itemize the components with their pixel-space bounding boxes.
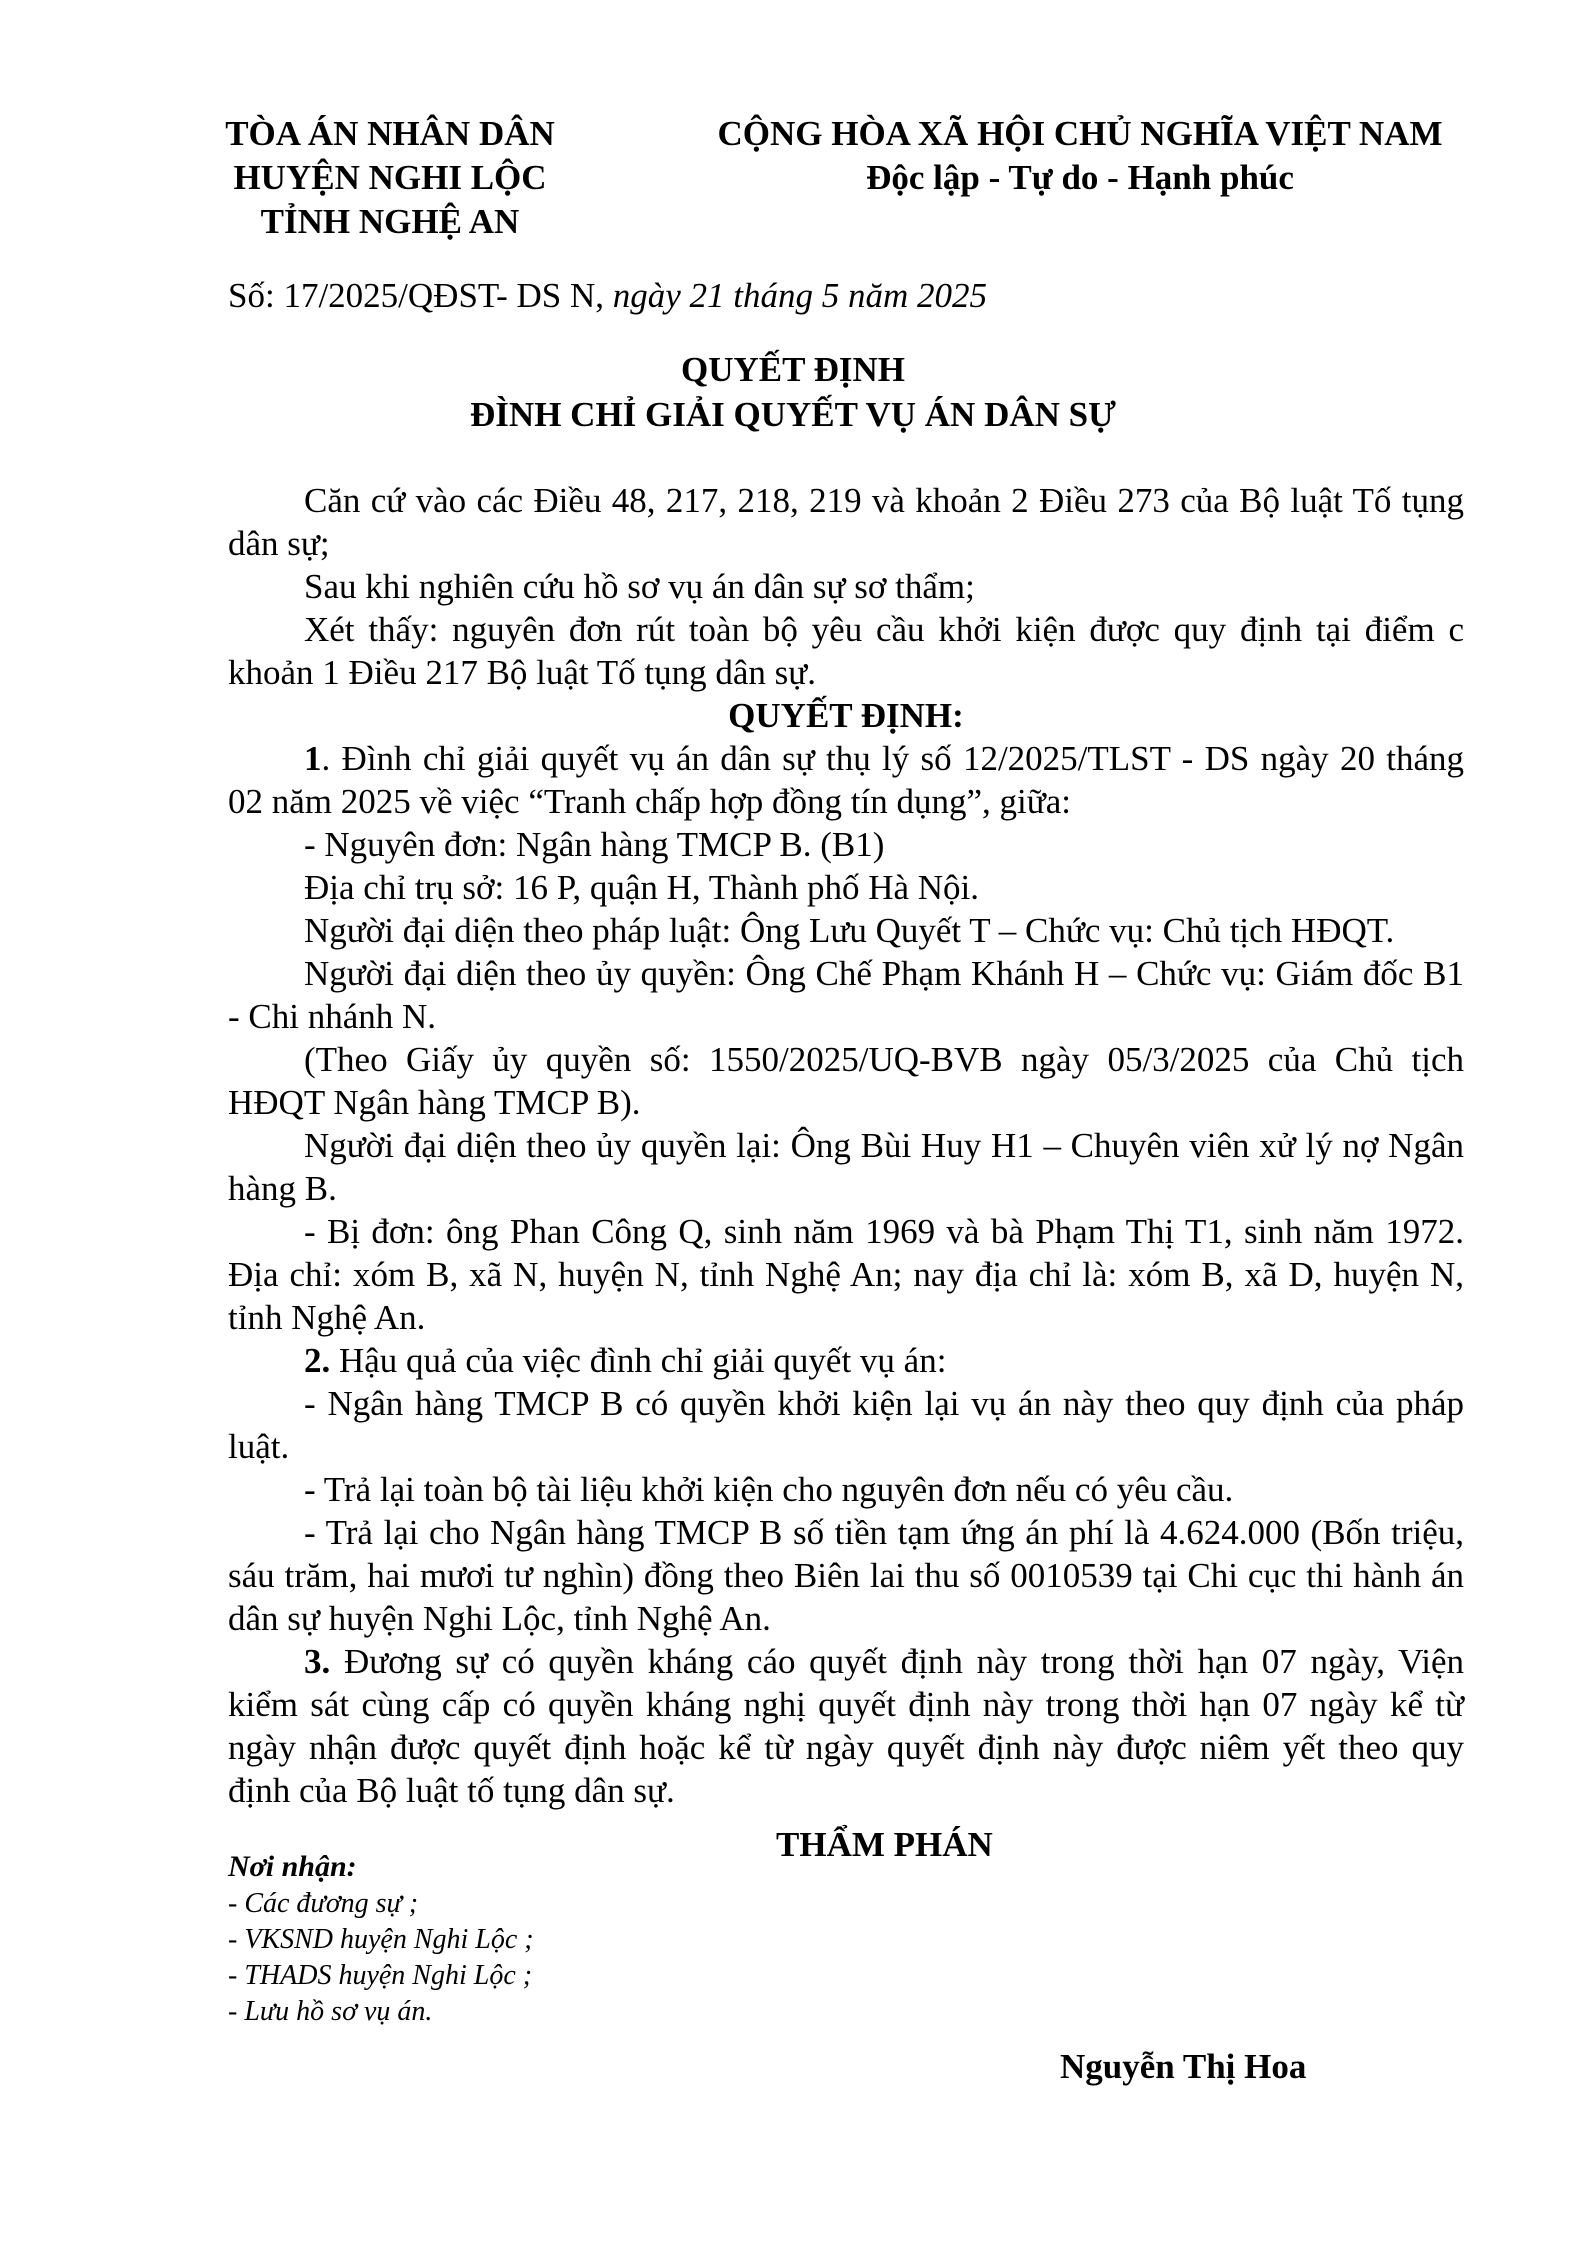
authorization-document: (Theo Giấy ủy quyền số: 1550/2025/UQ-BVB ngày 05/3/2025 của Chủ tịch HĐQT Ngân hàng TMCP B).	[228, 1040, 1464, 1122]
legal-representative: Người đại diện theo pháp luật: Ông Lưu Quyết T – Chức vụ: Chủ tịch HĐQT.	[304, 911, 1395, 950]
reference-number: Số: 17/2025/QĐST- DS N,	[228, 276, 604, 315]
national-header	[700, 112, 1460, 200]
item-2-text: Hậu quả của việc đình chỉ giải quyết vụ án:	[330, 1341, 947, 1380]
consequence-return-documents: - Trả lại toàn bộ tài liệu khởi kiện cho nguyên đơn nếu có yêu cầu.	[304, 1470, 1234, 1509]
recipient-item: - Các đương sự ;	[228, 1888, 419, 1919]
document-subtitle: ĐÌNH CHỈ GIẢI QUYẾT VỤ ÁN DÂN SỰ	[470, 395, 1116, 434]
plaintiff: - Nguyên đơn: Ngân hàng TMCP B. (B1)	[304, 825, 885, 864]
recipients-block	[228, 1848, 534, 2030]
national-title: CỘNG HÒA XÃ HỘI CHỦ NGHĨA VIỆT NAM	[717, 114, 1443, 153]
document-body	[228, 479, 1464, 1812]
consequence-refile: - Ngân hàng TMCP B có quyền khởi kiện lại vụ án này theo quy định của pháp luật.	[228, 1384, 1464, 1466]
recipient-item: - VKSND huyện Nghi Lộc ;	[228, 1924, 534, 1955]
sub-authorized-representative: Người đại diện theo ủy quyền lại: Ông Bùi Huy H1 – Chuyên viên xử lý nợ Ngân hàng B.	[228, 1126, 1464, 1208]
court-name-line-1: TÒA ÁN NHÂN DÂN	[225, 114, 555, 153]
authorized-representative: Người đại diện theo ủy quyền: Ông Chế Phạm Khánh H – Chức vụ: Giám đốc B1 - Chi nhánh N.	[228, 954, 1464, 1036]
court-name-line-2: HUYỆN NGHI LỘC	[233, 158, 547, 197]
item-2-number: 2.	[304, 1341, 331, 1380]
reference-line	[228, 276, 987, 316]
item-1	[228, 737, 1464, 823]
recipient-item: - THADS huyện Nghi Lộc ;	[228, 1960, 533, 1991]
judge-title: THẨM PHÁN	[776, 1825, 993, 1864]
item-3	[228, 1640, 1464, 1812]
national-motto: Độc lập - Tự do - Hạnh phúc	[866, 158, 1294, 197]
item-2	[228, 1339, 1464, 1382]
consequence-refund: - Trả lại cho Ngân hàng TMCP B số tiền tạm ứng án phí là 4.624.000 (Bốn triệu, sáu trăm, hai mươi tư nghìn) đồng theo Biên lai thu số 0010539 tại Chi cục thi hành án dân sự huyện Nghi Lộc, tỉnh Nghệ An.	[228, 1513, 1464, 1638]
item-3-number: 3.	[304, 1642, 331, 1681]
court-name-line-3: TỈNH NGHỆ AN	[260, 202, 520, 241]
item-1-text: . Đình chỉ giải quyết vụ án dân sự thụ lý số 12/2025/TLST - DS ngày 20 tháng 02 năm 2025 về việc “Tranh chấp hợp đồng tín dụng”, giữa:	[228, 739, 1464, 821]
recipients-heading: Nơi nhận:	[228, 1850, 357, 1883]
plaintiff-address: Địa chỉ trụ sở: 16 P, quận H, Thành phố Hà Nội.	[304, 868, 980, 907]
preamble-review: Sau khi nghiên cứu hồ sơ vụ án dân sự sơ thẩm;	[304, 567, 975, 606]
recipient-item: - Lưu hồ sơ vụ án.	[228, 1996, 433, 2027]
preamble-finding: Xét thấy: nguyên đơn rút toàn bộ yêu cầu khởi kiện được quy định tại điểm c khoản 1 Điều 217 Bộ luật Tố tụng dân sự.	[228, 610, 1464, 692]
judge-name: Nguyễn Thị Hoa	[1060, 2047, 1307, 2086]
item-1-number: 1	[304, 739, 322, 778]
decision-heading: QUYẾT ĐỊNH:	[728, 696, 964, 735]
document-title: QUYẾT ĐỊNH	[681, 350, 905, 389]
preamble-basis: Căn cứ vào các Điều 48, 217, 218, 219 và khoản 2 Điều 273 của Bộ luật Tố tụng dân sự;	[228, 481, 1464, 563]
item-3-text: Đương sự có quyền kháng cáo quyết định này trong thời hạn 07 ngày, Viện kiểm sát cùng cấp có quyền kháng nghị quyết định này trong thời hạn 07 ngày kể từ ngày nhận được quyết định hoặc kể từ ngày quyết định này được niêm yết theo quy định của Bộ luật tố tụng dân sự.	[228, 1642, 1464, 1810]
court-name-header	[210, 112, 570, 244]
reference-date: ngày 21 tháng 5 năm 2025	[612, 276, 988, 315]
defendant: - Bị đơn: ông Phan Công Q, sinh năm 1969 và bà Phạm Thị T1, sinh năm 1972. Địa chỉ: xóm B, xã N, huyện N, tỉnh Nghệ An; nay địa chỉ là: xóm B, xã D, huyện N, tỉnh Nghệ An.	[228, 1212, 1464, 1337]
